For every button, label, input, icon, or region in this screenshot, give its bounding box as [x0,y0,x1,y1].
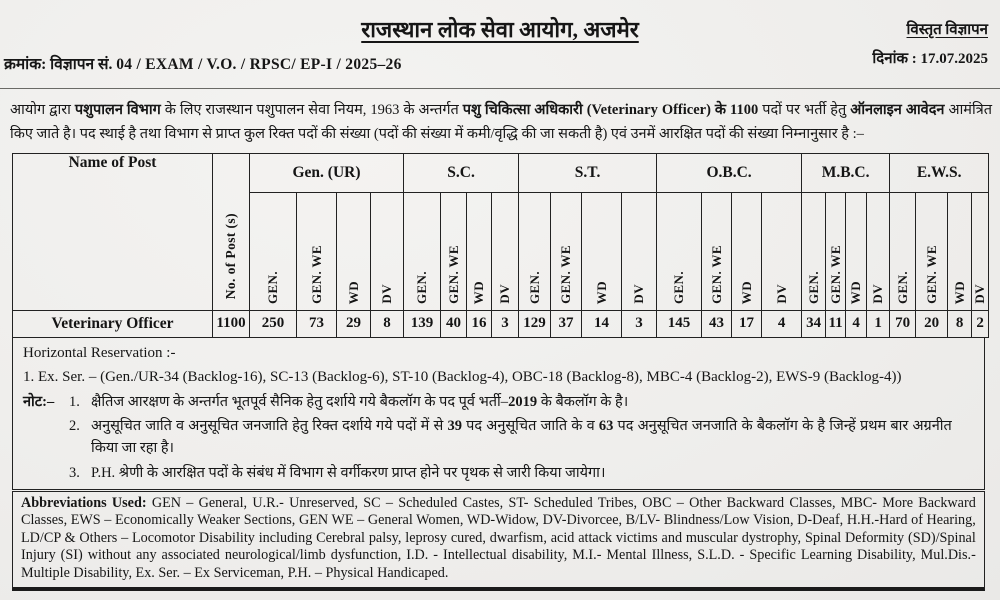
vacancy-value-cell: 1 [867,310,890,337]
subcategory-header [972,192,989,310]
intro-segment: पशु चिकित्सा अधिकारी (Veterinary Officer) के 1100 [462,102,759,118]
subcategory-header-label: DV [497,284,513,304]
advertisement-ref-line [4,52,402,74]
subcategory-header-label: WD [345,280,361,304]
note-number: 3. [69,464,80,481]
vacancy-value-cell: 43 [702,310,732,337]
subcategory-header-label: DV [773,284,789,304]
note-number: 1. [69,393,80,410]
subcategory-header-label: GEN. WE [558,244,574,304]
vacancy-value-cell: 20 [916,310,948,337]
page-title: राजस्थान लोक सेवा आयोग, अजमेर [361,17,639,42]
abbreviations-text: GEN – General, U.R.- Unreserved, SC – Scheduled Castes, ST- Scheduled Tribes, OBC – Other Backward Classes, MBC- More Backward Classes, EWS – Economically Weaker Sections, GEN WE – General Women, WD-Widow, DV-Divorcee, B/LV- Blindness/Low Vision, D-Deaf, H.H.-Hard of Hearing, LD/CP & Others – Locomotor Disability including Cerebral palsy, leprosy cured, dwarfism, acid attack victims and muscular dystrophy, Spinal Deformity (SD)/Spinal Injury (SI) without any associated neurological/limb dysfunction, I.D. - Intellectual disability, M.I.- Mental Illness, S.L.D. - Specific Learning Disability, Mul.Dis.- Multiple Disability, Ex. Ser. – Ex Serviceman, P.H. – Physical Handicaped. [21,494,976,581]
subcategory-header [826,192,846,310]
note-item [23,463,978,485]
subcategory-header-label: WD [738,280,754,304]
subcategory-header-label: GEN. WE [708,244,724,304]
total-posts-cell: 1100 [213,310,250,337]
category-group-header: E.W.S. [890,153,989,192]
vacancy-value-cell: 34 [802,310,826,337]
subcategory-header [732,192,762,310]
subcategory-header [916,192,948,310]
intro-paragraph [10,98,992,147]
category-group-header: S.T. [519,153,657,192]
reservation-notes-box [12,338,985,490]
subcategory-header-label: GEN. WE [308,244,324,304]
subcategory-header [441,192,467,310]
subcategory-header [802,192,826,310]
no-of-posts-header [213,153,250,310]
subcategory-header [846,192,867,310]
note-label: नोट:– [23,393,55,410]
subcategory-header [404,192,441,310]
notes-list [23,392,978,485]
vacancy-value-cell: 3 [622,310,657,337]
subcategory-header-label: WD [593,280,609,304]
subcategory-header-label: DV [972,284,988,304]
note-text: अनुसूचित जाति व अनुसूचित जनजाति हेतु रिक्त दर्शाये गये पदों में से 39 पद अनुसूचित जाति के व 63 पद अनुसूचित जनजाति के बैकलॉग के है जिन्हें प्रथम बार अग्रनीत किया जा रहा है। [91,418,952,457]
note-item [23,392,978,414]
subcategory-header-label: DV [631,284,647,304]
intro-segment: के लिए राजस्थान पशुपालन सेवा नियम, 1963 के अन्तर्गत [160,102,463,118]
subcategory-header [492,192,519,310]
category-group-header: Gen. (UR) [250,153,404,192]
category-group-header: M.B.C. [802,153,890,192]
detailed-advertisement-label: विस्तृत विज्ञापन [906,22,988,38]
intro-segment: ऑनलाइन आवेदन [850,102,945,118]
vacancy-value-cell: 14 [582,310,622,337]
subcategory-header [948,192,972,310]
subcategory-header [467,192,492,310]
note-label [23,463,69,485]
note-text: क्षैतिज आरक्षण के अन्तर्गत भूतपूर्व सैनिक हेतु दर्शाये गये बैकलॉग के पद पूर्व भर्ती–2019 के बैकलॉग के है। [91,393,629,410]
subcategory-header [622,192,657,310]
subcategory-header-label: WD [471,280,487,304]
vacancy-value-cell: 70 [890,310,916,337]
ref-number: 04 / EXAM / V.O. / RPSC/ EP-I / 2025–26 [116,56,402,73]
subcategory-header-label: DV [379,284,395,304]
subcategory-header-label: GEN. WE [923,244,939,304]
vacancy-value-cell: 8 [371,310,404,337]
vacancy-value-cell: 2 [972,310,989,337]
vacancy-value-cell: 8 [948,310,972,337]
ref-prefix: क्रमांक: विज्ञापन सं. [4,56,113,73]
subcategory-header [890,192,916,310]
subcategory-header [702,192,732,310]
abbreviations-label: Abbreviations Used: [21,494,147,511]
intro-segment: पदों पर भर्ती हेतु [758,102,851,118]
note-number: 2. [69,418,80,435]
subcategory-header-label: GEN. [265,270,280,304]
vacancy-value-cell: 73 [297,310,337,337]
date-label: दिनांक : 17.07.2025 [872,50,988,67]
header-right-block [872,16,988,73]
intro-segment: आमंत्रित किए जाते है। पद स्थाई है तथा विभाग से प्राप्त कुल रिक्त पदों की संख्या (पदों की संख्या में कमी/वृद्धि की जा सकती है) एवं उनमें आरक्षित पदों की संख्या निम्नानुसार है :– [10,102,992,143]
subcategory-header-label: GEN. [894,270,910,304]
vacancy-value-cell: 250 [250,310,297,337]
vacancy-table [12,153,989,338]
vacancy-value-cell: 3 [492,310,519,337]
subcategory-header-label: GEN. WE [445,244,461,304]
subcategory-header-label: GEN. [526,270,542,304]
ex-serviceman-reservation-line: 1. Ex. Ser. – (Gen./UR-34 (Backlog-16), SC-13 (Backlog-6), ST-10 (Backlog-4), OBC-18 (Backlog-8), MBC-4 (Backlog-2), EWS-9 (Backlog-4)) [23,369,902,386]
subcategory-header-label: GEN. [414,270,430,304]
note-item [23,416,978,460]
subcategory-header [337,192,371,310]
horizontal-reservation-heading: Horizontal Reservation :- [23,344,176,361]
vacancy-value-cell: 16 [467,310,492,337]
subcategory-header [582,192,622,310]
intro-segment: पशुपालन विभाग [74,102,161,118]
subcategory-header-label: GEN. [805,270,821,304]
vacancy-value-cell: 129 [519,310,551,337]
subcategory-header [371,192,404,310]
note-label [23,416,69,460]
subcategory-header [551,192,582,310]
header-divider [0,88,1000,89]
note-text: P.H. श्रेणी के आरक्षित पदों के संबंध में विभाग से वर्गीकरण प्राप्त होने पर पृथक से जारी किया जायेगा। [91,464,606,481]
vacancy-value-cell: 4 [846,310,867,337]
subcategory-header [297,192,337,310]
vacancy-value-cell: 29 [337,310,371,337]
post-name-cell: Veterinary Officer [13,310,213,337]
category-group-header: S.C. [404,153,519,192]
subcategory-header [657,192,702,310]
subcategory-header [867,192,890,310]
vacancy-value-cell: 40 [441,310,467,337]
vacancy-value-cell: 37 [551,310,582,337]
vacancy-value-cell: 139 [404,310,441,337]
table-row [13,310,989,337]
subcategory-header [250,192,297,310]
no-of-posts-header-label: No. of Post (s) [223,213,238,300]
subcategory-header-label: DV [870,284,886,304]
vacancy-value-cell: 145 [657,310,702,337]
vacancy-value-cell: 4 [762,310,802,337]
subcategory-header-label: GEN. WE [827,244,843,304]
subcategory-header [762,192,802,310]
subcategory-header-label: GEN. [671,270,687,304]
subcategory-header-label: WD [848,280,864,304]
document-header [0,0,1000,88]
vacancy-value-cell: 11 [826,310,846,337]
subcategory-header-label: WD [951,280,967,304]
abbreviations-box [12,491,985,591]
name-of-post-header: Name of Post [13,153,213,310]
vacancy-value-cell: 17 [732,310,762,337]
subcategory-header [519,192,551,310]
intro-segment: आयोग द्वारा [10,102,75,118]
category-group-header: O.B.C. [657,153,802,192]
